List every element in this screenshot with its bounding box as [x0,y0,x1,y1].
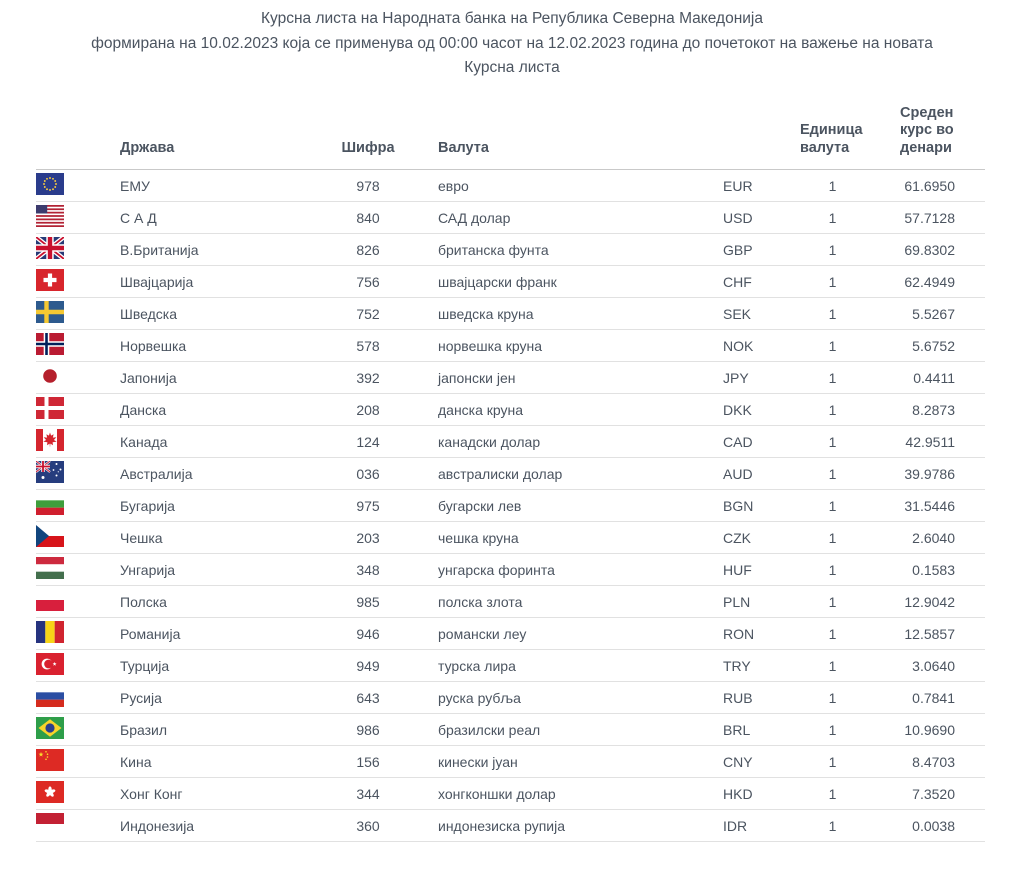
currency-name: унгарска форинта [400,554,715,586]
country-name: Норвешка [120,330,336,362]
currency-iso-code: HKD [715,778,775,810]
country-name: Јапонија [120,362,336,394]
page-title-line1: Курсна листа на Народната банка на Република Северна Македонија [261,10,763,27]
currency-unit: 1 [775,810,890,842]
currency-name: евро [400,170,715,202]
table-row [36,330,985,362]
country-name: Кина [120,746,336,778]
flag-au-icon [36,461,64,483]
country-name: Бугарија [120,490,336,522]
currency-numeric-code: 643 [336,682,400,714]
table-row [36,490,985,522]
flag-cn-icon [36,749,64,771]
currency-name: чешка круна [400,522,715,554]
currency-unit: 1 [775,394,890,426]
currency-numeric-code: 975 [336,490,400,522]
currency-name: полска злота [400,586,715,618]
table-row [36,266,985,298]
table-row [36,554,985,586]
currency-numeric-code: 986 [336,714,400,746]
middle-rate-value: 31.5446 [890,490,985,522]
flag-ch-icon [36,269,64,291]
currency-numeric-code: 208 [336,394,400,426]
currency-iso-code: HUF [715,554,775,586]
flag-eu-icon [36,173,64,195]
middle-rate-value: 12.9042 [890,586,985,618]
currency-iso-code: GBP [715,234,775,266]
flag-jp-icon [36,365,64,387]
country-name: ЕМУ [120,170,336,202]
currency-name: руска рубља [400,682,715,714]
table-row [36,522,985,554]
currency-iso-code: TRY [715,650,775,682]
country-name: Турција [120,650,336,682]
country-name: Чешка [120,522,336,554]
page-title-line2: формирана на 10.02.2023 која се применува од 00:00 часот на 12.02.2023 година до почетокот на важење на новата [91,34,933,52]
middle-rate-value: 8.4703 [890,746,985,778]
middle-rate-value: 5.5267 [890,298,985,330]
currency-iso-code: DKK [715,394,775,426]
flag-ru-icon [36,685,64,707]
currency-unit: 1 [775,682,890,714]
currency-numeric-code: 978 [336,170,400,202]
currency-iso-code: CNY [715,746,775,778]
currency-iso-code: BGN [715,490,775,522]
table-row [36,650,985,682]
currency-numeric-code: 348 [336,554,400,586]
table-row [36,458,985,490]
currency-unit: 1 [775,330,890,362]
exchange-rate-table [36,81,985,843]
header-flag [36,81,120,170]
middle-rate-value: 2.6040 [890,522,985,554]
currency-iso-code: EUR [715,170,775,202]
country-name: С А Д [120,202,336,234]
currency-numeric-code: 344 [336,778,400,810]
middle-rate-value: 69.8302 [890,234,985,266]
table-row [36,618,985,650]
table-row [36,810,985,842]
country-name: Данска [120,394,336,426]
currency-numeric-code: 949 [336,650,400,682]
currency-unit: 1 [775,490,890,522]
currency-name: шведска круна [400,298,715,330]
currency-unit: 1 [775,554,890,586]
currency-name: хонгконшки долар [400,778,715,810]
table-row [36,170,985,202]
middle-rate-value: 61.6950 [890,170,985,202]
table-row [36,746,985,778]
flag-dk-icon [36,397,64,419]
header-unit: Единица валута [775,81,890,170]
currency-numeric-code: 946 [336,618,400,650]
middle-rate-value: 0.0038 [890,810,985,842]
currency-iso-code: USD [715,202,775,234]
country-name: Хонг Конг [120,778,336,810]
currency-iso-code: CHF [715,266,775,298]
currency-unit: 1 [775,234,890,266]
flag-ro-icon [36,621,64,643]
currency-name: австралиски долар [400,458,715,490]
header-rate: Среден курс во денари [890,81,985,170]
currency-iso-code: AUD [715,458,775,490]
table-row [36,362,985,394]
currency-name: јапонски јен [400,362,715,394]
currency-numeric-code: 752 [336,298,400,330]
country-name: Русија [120,682,336,714]
currency-unit: 1 [775,650,890,682]
currency-numeric-code: 036 [336,458,400,490]
currency-name: данска круна [400,394,715,426]
country-name: Унгарија [120,554,336,586]
currency-iso-code: BRL [715,714,775,746]
flag-ca-icon [36,429,64,451]
currency-unit: 1 [775,458,890,490]
currency-name: норвешка круна [400,330,715,362]
currency-name: кинески јуан [400,746,715,778]
middle-rate-value: 42.9511 [890,426,985,458]
flag-cz-icon [36,525,64,547]
currency-name: бугарски лев [400,490,715,522]
flag-br-icon [36,717,64,739]
currency-name: турска лира [400,650,715,682]
currency-numeric-code: 124 [336,426,400,458]
header-code: Шифра [336,81,400,170]
header-iso [715,81,775,170]
currency-numeric-code: 360 [336,810,400,842]
currency-unit: 1 [775,746,890,778]
currency-iso-code: CAD [715,426,775,458]
currency-iso-code: SEK [715,298,775,330]
currency-unit: 1 [775,618,890,650]
currency-name: бразилски реал [400,714,715,746]
flag-hk-icon [36,781,64,803]
currency-numeric-code: 578 [336,330,400,362]
flag-no-icon [36,333,64,355]
middle-rate-value: 62.4949 [890,266,985,298]
currency-numeric-code: 985 [336,586,400,618]
country-name: Канада [120,426,336,458]
currency-unit: 1 [775,170,890,202]
country-name: Романија [120,618,336,650]
currency-unit: 1 [775,778,890,810]
flag-pl-icon [36,589,64,611]
middle-rate-value: 7.3520 [890,778,985,810]
table-row [36,298,985,330]
currency-unit: 1 [775,586,890,618]
flag-hu-icon [36,557,64,579]
header-country: Држава [120,81,336,170]
country-name: Бразил [120,714,336,746]
currency-iso-code: RUB [715,682,775,714]
middle-rate-value: 5.6752 [890,330,985,362]
middle-rate-value: 3.0640 [890,650,985,682]
country-name: Австралија [120,458,336,490]
currency-name: британска фунта [400,234,715,266]
middle-rate-value: 10.9690 [890,714,985,746]
middle-rate-value: 8.2873 [890,394,985,426]
country-name: Полска [120,586,336,618]
currency-numeric-code: 840 [336,202,400,234]
country-name: Швајцарија [120,266,336,298]
country-name: Шведска [120,298,336,330]
currency-iso-code: NOK [715,330,775,362]
currency-iso-code: PLN [715,586,775,618]
currency-unit: 1 [775,426,890,458]
currency-unit: 1 [775,266,890,298]
currency-name: швајцарски франк [400,266,715,298]
middle-rate-value: 12.5857 [890,618,985,650]
header-currency: Валута [400,81,715,170]
currency-iso-code: IDR [715,810,775,842]
currency-unit: 1 [775,522,890,554]
currency-numeric-code: 156 [336,746,400,778]
middle-rate-value: 0.4411 [890,362,985,394]
flag-tr-icon [36,653,64,675]
country-name: Индонезија [120,810,336,842]
middle-rate-value: 39.9786 [890,458,985,490]
table-row [36,394,985,426]
currency-name: САД долар [400,202,715,234]
table-row [36,586,985,618]
flag-us-icon [36,205,64,227]
table-row [36,778,985,810]
flag-id-icon [36,813,64,835]
currency-unit: 1 [775,714,890,746]
currency-unit: 1 [775,298,890,330]
currency-numeric-code: 826 [336,234,400,266]
table-header-row [36,81,985,170]
middle-rate-value: 57.7128 [890,202,985,234]
currency-iso-code: CZK [715,522,775,554]
currency-name: канадски долар [400,426,715,458]
flag-se-icon [36,301,64,323]
currency-iso-code: RON [715,618,775,650]
flag-gb-icon [36,237,64,259]
table-row [36,202,985,234]
table-row [36,682,985,714]
currency-numeric-code: 756 [336,266,400,298]
page-title-line3: Курсна листа [464,59,560,76]
flag-bg-icon [36,493,64,515]
currency-name: романски леу [400,618,715,650]
currency-numeric-code: 392 [336,362,400,394]
currency-numeric-code: 203 [336,522,400,554]
table-row [36,234,985,266]
table-row [36,714,985,746]
table-row [36,426,985,458]
country-name: В.Британија [120,234,336,266]
page-header [0,0,1024,81]
middle-rate-value: 0.7841 [890,682,985,714]
currency-unit: 1 [775,202,890,234]
currency-iso-code: JPY [715,362,775,394]
middle-rate-value: 0.1583 [890,554,985,586]
currency-unit: 1 [775,362,890,394]
currency-name: индонезиска рупија [400,810,715,842]
